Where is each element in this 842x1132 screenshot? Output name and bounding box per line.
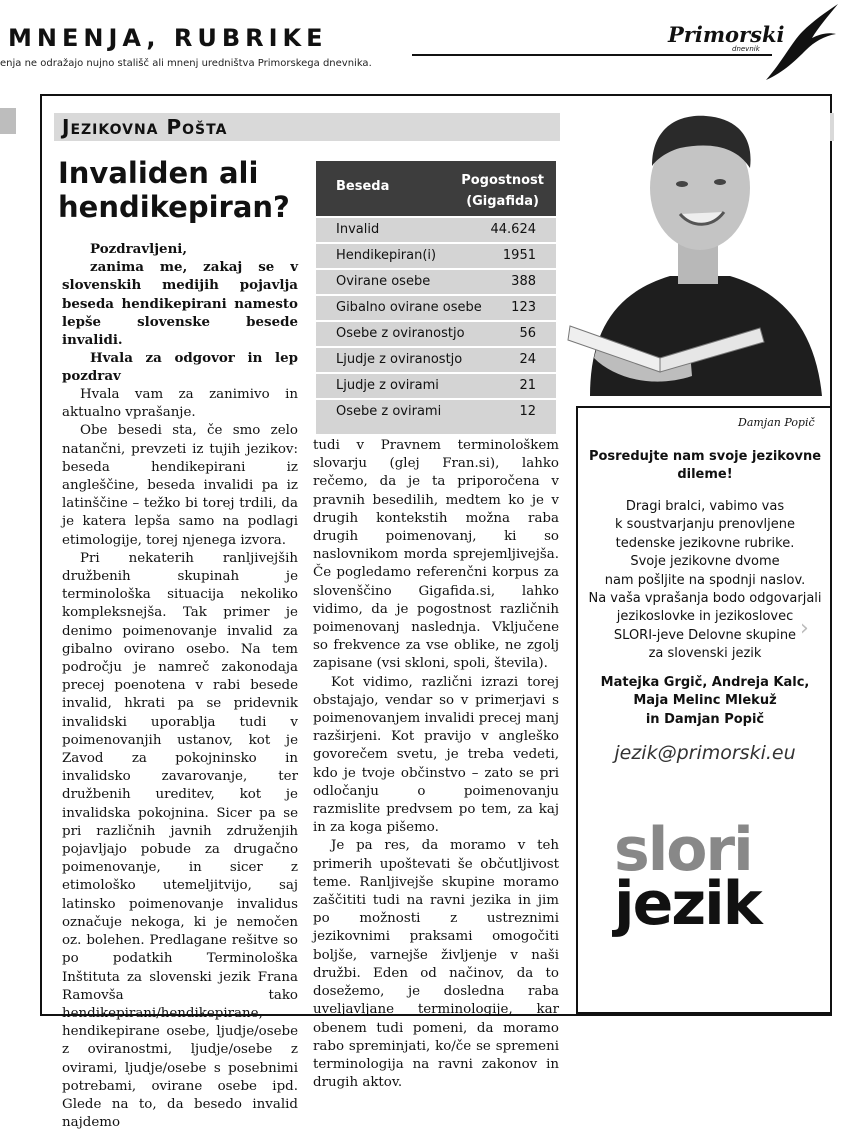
- paragraph: Hvala vam za zanimivo in aktualno vprašanje.: [62, 387, 298, 421]
- disclaimer-text: enja ne odražajo nujno stališč ali mnenj uredništva Primorskega dnevnika.: [0, 58, 372, 69]
- letter-question: zanima me, zakaj se v slovenskih medijih pojavlja beseda hendikepirani namesto lepše slovenske besede invalidi.: [62, 259, 298, 349]
- reader-letter: [62, 240, 298, 386]
- author-photo: [560, 96, 830, 406]
- paragraph: tudi v Pravnem terminološkem slovarju (glej Fran.si), lahko rečemo, da je ta priporočena v pravnih besedilih, medtem ko je v drugih kontekstih možna raba drugih poimenovanj, ki so naslovnikom morda sprejemljivejša. Če pogledamo referenčni korpus za slovenščino Gigafida.si, lahko vidimo, da je pogostnost različnih poimenovanj naslednja. Vključene so frekvence za vse oblike, ne zgolj zapisane (vsi skloni, spoli, števila).: [313, 438, 559, 672]
- jezik-logo: jezik: [614, 869, 761, 939]
- slori-logo: slori: [614, 815, 752, 885]
- table-header: [316, 161, 556, 216]
- table-row: Ljudje z oviranostjo 24: [316, 346, 556, 372]
- paragraph: Obe besedi sta, če smo zelo natančni, prevzeti iz tujih jezikov: beseda hendikepirani iz angleščine, beseda invalidi pa iz latinščine – težko bi torej trdili, da je katera lepša samo na podlagi etimologije, torej njenega izvora.: [62, 423, 298, 548]
- rubric-title: Jezikovna Pošta: [62, 115, 228, 139]
- header-rule: [412, 54, 772, 56]
- paragraph: Pri nekaterih ranljivejših družbenih skupinah je terminološka situacija nekoliko kompleksnejša. Tak primer je denimo poimenovanje invalid za gibalno ovirano osebo. Na tem področju je namreč zakonodaja precej poenotena v rabi besede invalid, hkrati pa se pridevnik invalidski uporablja tudi v poimenovanjih ustanov, kot je Zavod za pokojninsko in invalidsko zavarovanje, ter družbenih ureditev, kot je invalidska pokojnina. Sicer pa se pri različnih javnih združenjih pojavljajo pobude za drugačno poimenovanje, in sicer z etimološko utemeljitvijo, saj latinsko poimenovanje invalidus označuje nekoga, ki je nemočen oz. bolehen. Predlagane rešitve so po podatkih Terminološka Inštituta za slovenski jezik Frana Ramovša tako hendikepirani/hendikepirane, hendikepirane osebe, ljudje/osebe z oviranostmi, ljudje/osebe z ovirami, ljudje/osebe s posebnimi potrebami, ovirane osebe ipd. Glede na to, da besedo invalid najdemo: [62, 550, 298, 1131]
- sidebar-body: Dragi bralci, vabimo vas k soustvarjanju prenovljene tedenske jezikovne rubrike. Svoje jezikovne dvome nam pošljite na spodnji naslov. Na vaša vprašanja bodo odgovarjali jezikoslovke in jezikoslovec SLORI-jeve Delovne skupine za slovenski jezik: [588, 499, 822, 662]
- article-headline: Invaliden ali hendikepiran?: [58, 156, 290, 224]
- frequency-table: [316, 161, 556, 434]
- table-row: Osebe z oviranostjo 56: [316, 320, 556, 346]
- table-row: Ovirane osebe 388: [316, 268, 556, 294]
- section-title: MNENJA, RUBRIKE: [8, 24, 328, 52]
- letter-greeting: Pozdravljeni,: [90, 241, 188, 257]
- sidebar-heading: Posredujte nam svoje jezikovne dileme!: [588, 449, 822, 482]
- column-header-frequency: Pogostnost (Gigafida): [461, 173, 544, 209]
- margin-bar: [0, 108, 16, 134]
- table-row: Hendikepiran(i) 1951: [316, 242, 556, 268]
- photo-caption: Damjan Popič: [738, 416, 815, 429]
- paragraph: Kot vidimo, različni izrazi torej obstajajo, vendar so v primerjavi s poimenovanjem invalidi precej manj razširjeni. Kot pravijo v angleško govorečem svetu, je treba vedeti, kdo je tvoje občinstvo – zato se pri odločanju o poimenovanju razmislite predvsem po tem, za kaj in za koga pišemo.: [313, 674, 559, 836]
- chevron-right-icon: ›: [800, 616, 809, 641]
- call-for-questions-box: [576, 406, 832, 1014]
- table-row: Osebe z ovirami 12: [316, 398, 556, 424]
- article-column-1: [62, 386, 298, 1132]
- table-row: Ljudje z ovirami 21: [316, 372, 556, 398]
- column-header-word: Beseda: [336, 179, 390, 194]
- newspaper-logo[interactable]: Primorski: [668, 22, 785, 47]
- table-row: Gibalno ovirane osebe 123: [316, 294, 556, 320]
- paragraph: Je pa res, da moramo v teh primerih upoštevati še občutljivost teme. Ranljivejše skupine moramo zaščititi tudi na ravni jezika in jim po možnosti z ustreznimi jezikovnimi praksami omogočiti boljše, varnejše življenje v naši družbi. Eden od načinov, da to dosežemo, je dosledna raba uveljavljane terminologije, kar obenem tudi pomeni, da moramo rabo spreminjati, ko/če se spremeni terminologija na ravni zakonov in drugih aktov.: [313, 838, 559, 1091]
- article-column-2: [313, 437, 559, 1092]
- seagull-icon: [762, 2, 840, 84]
- newspaper-logo-sub: dnevnik: [732, 45, 760, 53]
- letter-signoff: Hvala za odgovor in lep pozdrav: [62, 350, 298, 385]
- sidebar-names: Matejka Grgič, Andreja Kalc, Maja Melinc Mlekuž in Damjan Popič: [600, 675, 810, 727]
- table-row: Invalid 44.624: [316, 216, 556, 242]
- contact-email-link[interactable]: jezik@primorski.eu: [614, 742, 796, 764]
